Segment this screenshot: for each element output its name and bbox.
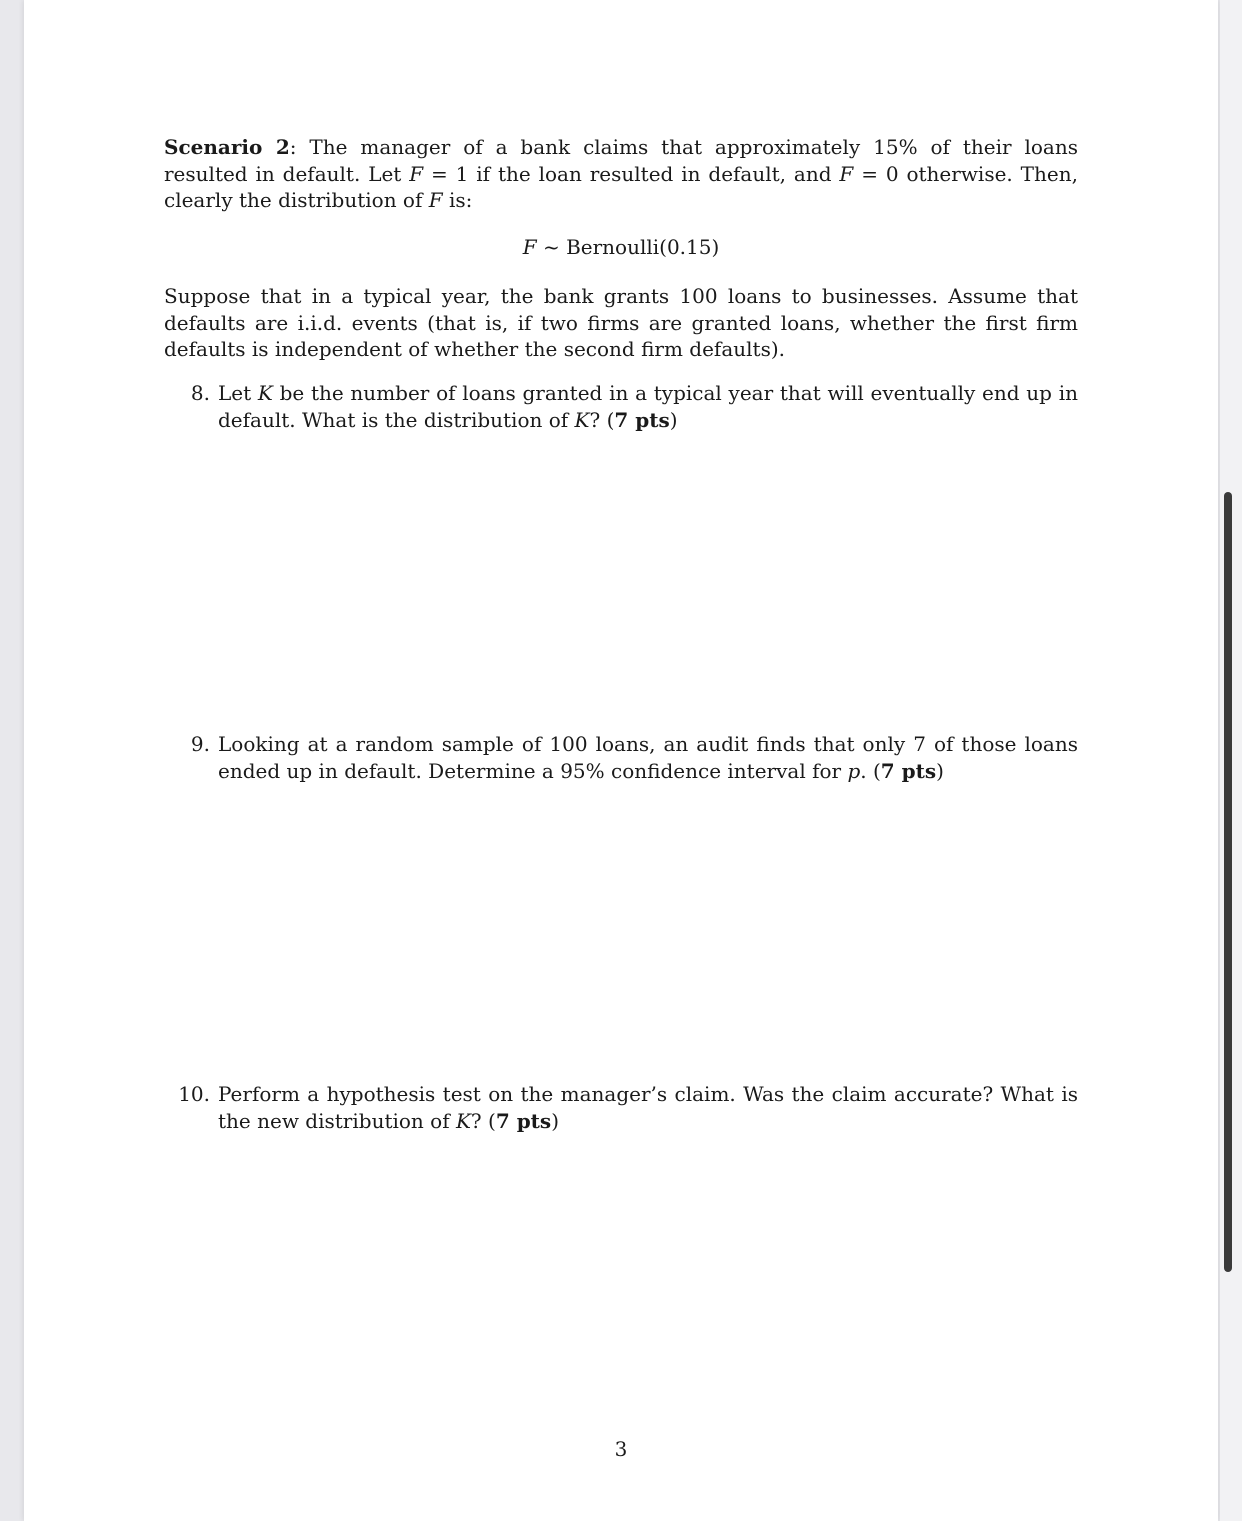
scenario-setup: Suppose that in a typical year, the bank grants 100 loans to businesses. Assume that defaults are i.i.d. events (that is, if two firms are granted loans, whether the first firm defaults is independent of whether the second firm defaults). [164,284,1078,361]
page-number: 3 [614,1437,628,1461]
scenario-intro: Scenario 2: The manager of a bank claims that approximately 15% of their loans resulted in default. Let F = 1 if the loan resulted in default, and F = 0 otherwise. Then, clearly the distribution of F is: [164,135,1078,212]
points-label: 7 pts [614,407,670,432]
question-text: Looking at a random sample of 100 loans, an audit finds that only 7 of those loans ended up in default. Determine a 95% confidence interval for p. (7 pts) [218,732,1078,783]
question-number: 8. [190,381,210,405]
question-text: Perform a hypothesis test on the manager’s claim. Was the claim accurate? What is the new distribution of K? (7 pts) [218,1082,1078,1133]
question-9 [164,731,1078,784]
scenario-label: Scenario 2 [164,135,290,159]
scrollbar-thumb[interactable] [1224,492,1232,1272]
distribution-formula: F ~ Bernoulli(0.15) [522,235,720,259]
points-label: 7 pts [495,1108,552,1133]
question-8 [164,380,1078,433]
question-number: 10. [178,1082,210,1106]
points-label: 7 pts [880,758,937,783]
question-text: Let K be the number of loans granted in a typical year that will eventually end up in default. What is the distribution of K? (7 pts) [218,381,1078,432]
question-10 [164,1081,1078,1134]
question-number: 9. [190,732,210,756]
